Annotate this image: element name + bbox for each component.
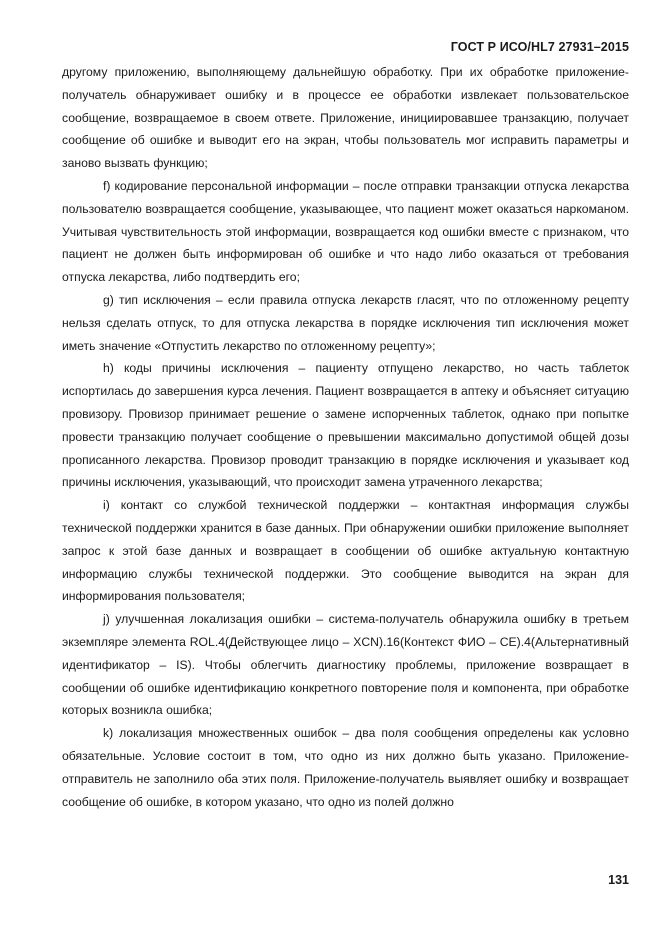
page-number: 131 — [608, 873, 629, 887]
document-body — [62, 61, 629, 813]
paragraph-continuation: другому приложению, выполняющему дальнейшую обработку. При их обработке приложение-получатель обнаруживает ошибку и в процессе ее обработки извлекает пользовательское сообщение, возвращаемое в своем ответе. Приложение, инициировавшее транзакцию, получает сообщение об ошибке и выводит его на экран, чтобы пользователь мог исправить параметры и заново вызвать функцию; — [62, 65, 629, 171]
list-item-i: i) контакт со службой технической поддержки – контактная информация службы технической поддержки хранится в базе данных. При обнаружении ошибки приложение выполняет запрос к этой базе данных и возвращает в сообщении об ошибке актуальную контактную информацию службы технической поддержки. Это сообщение выводится на экран для информирования пользователя; — [62, 498, 629, 604]
list-item-h: h) коды причины исключения – пациенту отпущено лекарство, но часть таблеток испортилась до завершения курса лечения. Пациент возвращается в аптеку и объясняет ситуацию провизору. Провизор принимает решение о замене испорченных таблеток, однако при попытке провести транзакцию получает сообщение о превышении максимально допустимой общей дозы прописанного лекарства. Провизор проводит транзакцию в порядке исключения и указывает код причины исключения, указывающий, что происходит замена утраченного лекарства; — [62, 361, 629, 490]
list-item-k: k) локализация множественных ошибок – два поля сообщения определены как условно обязательные. Условие состоит в том, что одно из них должно быть указано. Приложение-отправитель не заполнило оба этих поля. Приложение-получатель выявляет ошибку и возвращает сообщение об ошибке, в котором указано, что одно из полей должно — [62, 726, 629, 809]
list-item-g: g) тип исключения – если правила отпуска лекарств гласят, что по отложенному рецепту нельзя сделать отпуск, то для отпуска лекарства в порядке исключения тип исключения может иметь значение «Отпустить лекарство по отложенному рецепту»; — [62, 292, 629, 353]
list-item-j: j) улучшенная локализация ошибки – система-получатель обнаружила ошибку в третьем экземпляре элемента ROL.4(Действующее лицо – XCN).16(Контекст ФИО – CE).4(Альтернативный идентификатор – IS). Чтобы облегчить диагностику проблемы, приложение возвращает в сообщении об ошибке идентификацию конкретного повторение поля и компонента, при обработке которых возникла ошибка; — [62, 612, 629, 718]
document-code: ГОСТ Р ИСО/HL7 27931–2015 — [450, 40, 629, 54]
list-item-f: f) кодирование персональной информации – после отправки транзакции отпуска лекарства пользователю возвращается сообщение, указывающее, что пациент может оказаться наркоманом. Учитывая чувствительность этой информации, возвращается код ошибки вместе с признаком, что пациент не должен быть информирован об ошибке и что надо либо оказаться от требования отпуска лекарства, либо подтвердить его; — [62, 178, 629, 285]
